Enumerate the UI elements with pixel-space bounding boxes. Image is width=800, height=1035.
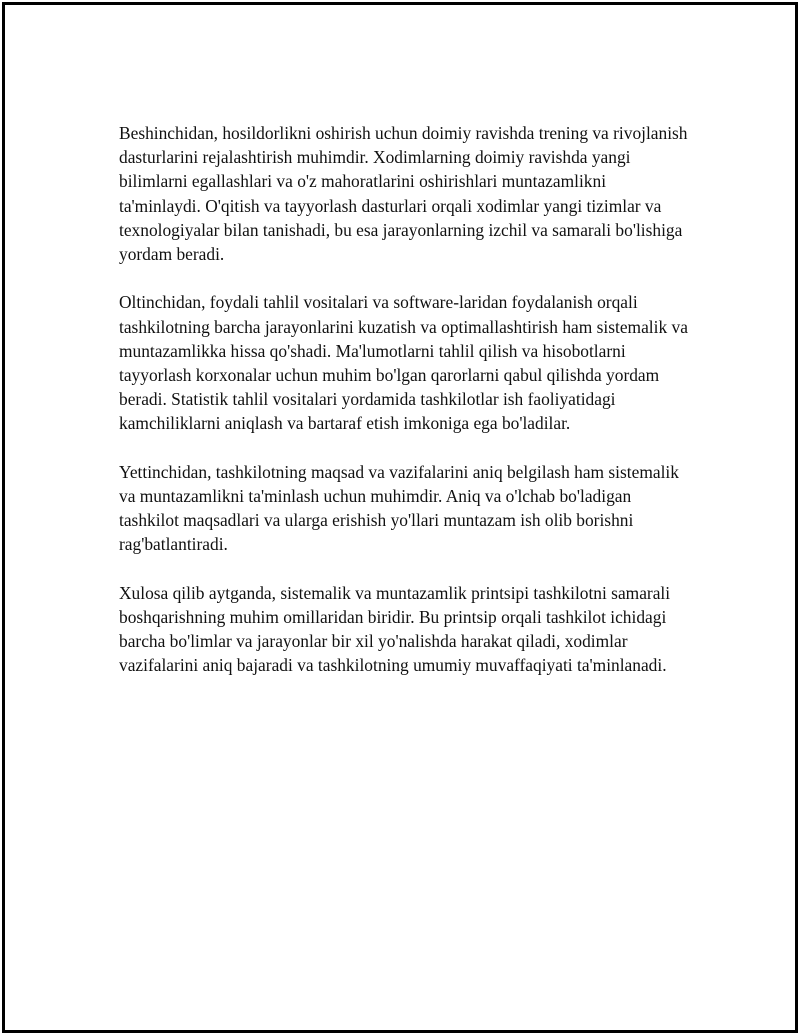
paragraph-oltinchidan: Oltinchidan, foydali tahlil vositalari va software-laridan foydalanish orqali tashkilotning barcha jarayonlarini kuzatish va optimallashtirish ham sistemalik va muntazamlikka hissa qo'shadi. Ma'lumotlarni tahlil qilish va hisobotlarni tayyorlash korxonalar uchun muhim bo'lgan qarorlarni qabul qilishda yordam beradi. Statistik tahlil vositalari yordamida tashkilotlar ish faoliyatidagi kamchiliklarni aniqlash va bartaraf etish imkoniga ega bo'ladilar. — [119, 292, 688, 434]
paragraph-beshinchidan: Beshinchidan, hosildorlikni oshirish uchun doimiy ravishda trening va rivojlanish dasturlarini rejalashtirish muhimdir. Xodimlarning doimiy ravishda yangi bilimlarni egallashlari va o'z mahoratlarini oshirishlari muntazamlikni ta'minlaydi. O'qitish va tayyorlash dasturlari orqali xodimlar yangi tizimlar va texnologiyalar bilan tanishadi, bu esa jarayonlarning izchil va samarali bo'lishiga yordam beradi. — [119, 123, 688, 265]
document-body — [119, 121, 689, 702]
paragraph-yettinchidan: Yettinchidan, tashkilotning maqsad va vazifalarini aniq belgilash ham sistemalik va muntazamlikni ta'minlash uchun muhimdir. Aniq va o'lchab bo'ladigan tashkilot maqsadlari va ularga erishish yo'llari muntazam ish olib borishni rag'batlantiradi. — [119, 461, 679, 555]
document-page — [2, 2, 798, 1033]
paragraph-xulosa: Xulosa qilib aytganda, sistemalik va muntazamlik printsipi tashkilotni samarali boshqarishning muhim omillaridan biridir. Bu printsip orqali tashkilot ichidagi barcha bo'limlar va jarayonlar bir xil yo'nalishda harakat qiladi, xodimlar vazifalarini aniq bajaradi va tashkilotning umumiy muvaffaqiyati ta'minlanadi. — [119, 582, 671, 676]
